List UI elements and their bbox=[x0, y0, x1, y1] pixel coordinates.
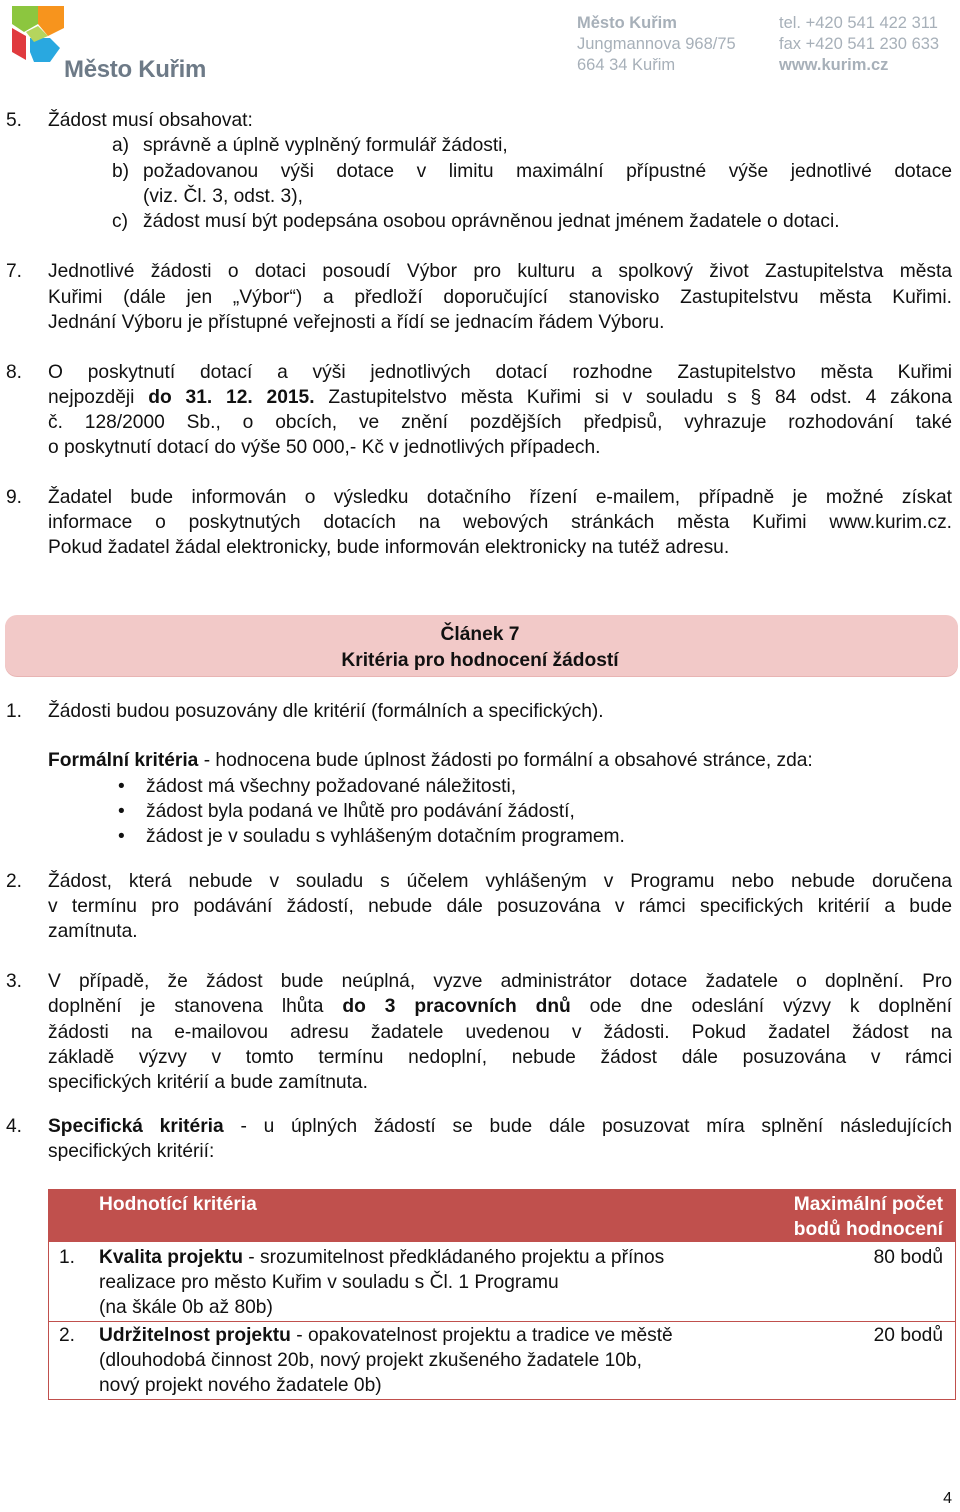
item5a-text: správně a úplně vyplněný formulář žádosti, bbox=[143, 135, 508, 156]
formal-bullet-text-2: žádost byla podaná ve lhůtě pro podávání žádostí, bbox=[146, 801, 575, 822]
header-criteria: Hodnotící kritéria bbox=[99, 1194, 257, 1215]
header-city: 664 34 Kuřim bbox=[577, 56, 676, 74]
item5a-label: a) bbox=[112, 135, 130, 156]
page-number: 4 bbox=[943, 1490, 952, 1507]
formal-criteria-label: Formální kritéria bbox=[48, 750, 199, 771]
bullet-icon: • bbox=[118, 776, 125, 797]
item8-number: 8. bbox=[6, 362, 23, 383]
art-item3-text2 bbox=[48, 994, 952, 1019]
art-item3-text3: žádosti na e-mailovou adresu žadatele uvedenou v žádosti. Pokud žadatel žádost na bbox=[48, 1022, 952, 1043]
item8-deadline: do 31. 12. 2015. bbox=[148, 387, 315, 408]
art-item1-number: 1. bbox=[6, 701, 23, 722]
header-max-points-2: bodů hodnocení bbox=[793, 1219, 943, 1240]
item5c-label: c) bbox=[112, 211, 128, 232]
row2-text3: nový projekt nového žadatele 0b) bbox=[99, 1375, 382, 1396]
header-street: Jungmannova 968/75 bbox=[577, 35, 736, 53]
item8-text2a: nejpozději bbox=[48, 387, 149, 408]
item8-text3b: , o obcích, ve znění pozdějších předpisů, vyhrazuje rozhodování také bbox=[215, 412, 952, 433]
item7-text2: Kuřimi (dále jen „Výbor“) a předloží doporučující stanovisko Zastupitelstvu města Kuřimi. bbox=[48, 287, 952, 308]
header-web-link[interactable]: www.kurim.cz bbox=[779, 56, 889, 74]
item9-text2: informace o poskytnutých dotacích na webových stránkách města Kuřimi www.kurim.cz. bbox=[48, 512, 952, 533]
row1-text2: realizace pro město Kuřim v souladu s Čl. 1 Programu bbox=[99, 1272, 559, 1293]
specific-criteria-label: Specifická kritéria bbox=[48, 1116, 224, 1137]
formal-bullet-text-1: žádost má všechny požadované náležitosti, bbox=[146, 776, 517, 797]
bullet-icon: • bbox=[118, 801, 125, 822]
logo-text: Město Kuřim bbox=[64, 56, 207, 83]
art-item4-text1b: - u úplných žádostí se bude dále posuzovat míra splnění následujících bbox=[223, 1116, 952, 1137]
art-item2-text1: Žádost, která nebude v souladu s účelem vyhlášeným v Programu nebo nebude doručena bbox=[48, 871, 952, 892]
bullet-icon: • bbox=[118, 826, 125, 847]
row-separator bbox=[49, 1321, 955, 1322]
header-contacts bbox=[779, 13, 939, 76]
header-max-points-1: Maximální počet bbox=[793, 1194, 943, 1215]
criteria-table bbox=[48, 1189, 956, 1400]
item8-law: č. 128/2000 Sb. bbox=[48, 412, 216, 433]
row1-line1 bbox=[99, 1245, 664, 1270]
item8-text1: O poskytnutí dotací a výši jednotlivých dotací rozhodne Zastupitelstvo města Kuřimi bbox=[48, 362, 952, 383]
art-item3-deadline: do 3 pracovních dnů bbox=[342, 996, 571, 1017]
art-item1-text: Žádosti budou posuzovány dle kritérií (formálních a specifických). bbox=[48, 701, 604, 722]
formal-criteria-text bbox=[48, 748, 952, 773]
row2-line1 bbox=[99, 1323, 673, 1348]
article-title: Článek 7 bbox=[440, 624, 520, 645]
art-item4-text1 bbox=[48, 1114, 952, 1139]
art-item3-text2a: doplnění je stanovena lhůta bbox=[48, 996, 343, 1017]
art-item3-number: 3. bbox=[6, 971, 23, 992]
row1-points: 80 bodů bbox=[873, 1247, 943, 1268]
art-item3-text2c: ode dne odeslání výzvy k doplnění bbox=[570, 996, 953, 1017]
item5b-text2: (viz. Čl. 3, odst. 3), bbox=[143, 186, 303, 207]
header-org-name: Město Kuřim bbox=[577, 14, 677, 32]
row2-text1: - opakovatelnost projektu a tradice ve městě bbox=[290, 1325, 673, 1346]
art-item3-text4: základě výzvy v tomto termínu nedoplní, nebude žádost dále posuzována v rámci bbox=[48, 1047, 952, 1068]
item7-number: 7. bbox=[6, 261, 23, 282]
art-item2-text3: zamítnuta. bbox=[48, 921, 138, 942]
logo-shape-red bbox=[12, 28, 26, 60]
item5c-text: žádost musí být podepsána osobou oprávněnou jednat jménem žadatele o dotaci. bbox=[143, 211, 840, 232]
art-item2-text2: v termínu pro podávání žádostí, nebude dále posuzována v rámci specifických kritérií a bude bbox=[48, 896, 952, 917]
item8-text4: o poskytnutí dotací do výše 50 000,- Kč v jednotlivých případech. bbox=[48, 437, 601, 458]
item7-text3: Jednání Výboru je přístupné veřejnosti a řídí se jednacím řádem Výboru. bbox=[48, 312, 665, 333]
formal-criteria-rest: - hodnocena bude úplnost žádosti po formální a obsahové stránce, zda: bbox=[198, 750, 813, 771]
item5-number: 5. bbox=[6, 110, 23, 131]
art-item3-text1: V případě, že žádost bude neúplná, vyzve administrátor dotace žadatele o doplnění. Pro bbox=[48, 971, 952, 992]
row1-title: Kvalita projektu bbox=[99, 1247, 243, 1268]
art-item2-number: 2. bbox=[6, 871, 23, 892]
row2-points: 20 bodů bbox=[873, 1325, 943, 1346]
row1-number: 1. bbox=[59, 1247, 76, 1268]
item9-text3: Pokud žadatel žádal elektronicky, bude informován elektronicky na tutéž adresu. bbox=[48, 537, 730, 558]
item5b-label: b) bbox=[112, 161, 130, 182]
header-tel: tel. +420 541 422 311 bbox=[779, 14, 938, 32]
art-item4-number: 4. bbox=[6, 1116, 23, 1137]
formal-bullet-text-3: žádost je v souladu s vyhlášeným dotačním programem. bbox=[146, 826, 625, 847]
item5-text: Žádost musí obsahovat: bbox=[48, 110, 253, 131]
item5b-text: požadovanou výši dotace v limitu maximální přípustné výše jednotlivé dotace bbox=[143, 161, 952, 182]
row2-title: Udržitelnost projektu bbox=[99, 1325, 291, 1346]
row1-text1: - srozumitelnost předkládaného projektu a přínos bbox=[242, 1247, 665, 1268]
header-address bbox=[577, 13, 736, 76]
item9-number: 9. bbox=[6, 487, 23, 508]
item8-text2c: Zastupitelstvo města Kuřimi si v souladu s § 84 odst. 4 zákona bbox=[314, 387, 952, 408]
article-subtitle: Kritéria pro hodnocení žádostí bbox=[341, 650, 619, 671]
row1-text3: (na škále 0b až 80b) bbox=[99, 1297, 273, 1318]
art-item4-text2: specifických kritérií: bbox=[48, 1141, 215, 1162]
row2-number: 2. bbox=[59, 1325, 76, 1346]
item8-text2 bbox=[48, 385, 952, 410]
item9-text1: Žadatel bude informován o výsledku dotačního řízení e-mailem, případně je možné získat bbox=[48, 487, 952, 508]
header-fax: fax +420 541 230 633 bbox=[779, 35, 940, 53]
art-item3-text5: specifických kritérií a bude zamítnuta. bbox=[48, 1072, 368, 1093]
item8-text3 bbox=[48, 410, 952, 435]
row2-text2: (dlouhodobá činnost 20b, nový projekt zkušeného žadatele 10b, bbox=[99, 1350, 642, 1371]
item7-text1: Jednotlivé žádosti o dotaci posoudí Výbor pro kulturu a spolkový život Zastupitelstva města bbox=[48, 261, 952, 282]
